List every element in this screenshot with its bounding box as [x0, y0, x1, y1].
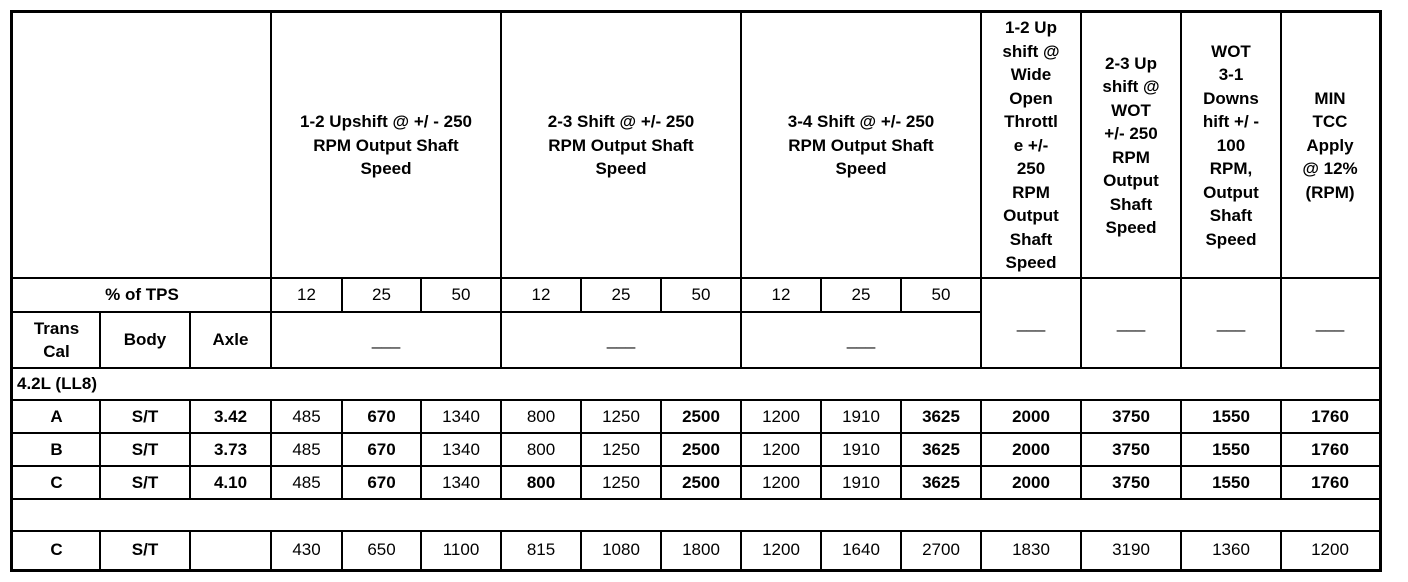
row-value: 1550: [1212, 406, 1250, 426]
row-value: 3190: [1112, 540, 1150, 560]
row-body: S/T: [131, 540, 159, 560]
row-value: 485: [292, 439, 321, 459]
row-value: 800: [526, 472, 556, 492]
tps-value: 25: [372, 285, 391, 305]
row-value: 1760: [1311, 472, 1349, 492]
row-body: S/T: [131, 439, 159, 459]
row-value: 815: [526, 540, 556, 560]
tps-value: 50: [931, 285, 951, 305]
row-value: 1340: [442, 406, 480, 426]
row-value: 1550: [1212, 439, 1250, 459]
tps-value: 12: [771, 285, 791, 305]
row-value: 1340: [442, 472, 480, 492]
row-value: 1250: [602, 472, 640, 492]
row-value: 2500: [682, 472, 720, 492]
row-value: 3625: [922, 439, 960, 459]
row-value: 3750: [1112, 406, 1150, 426]
section-label: 4.2L (LL8): [17, 374, 97, 394]
row-value: 2500: [682, 406, 720, 426]
placeholder-dash: ___: [371, 330, 401, 350]
row-axle: 4.10: [213, 472, 248, 492]
row-value: 1800: [682, 540, 720, 560]
placeholder-dash: ___: [846, 330, 876, 350]
row-trans-cal: B: [50, 439, 63, 459]
row-value: 1550: [1212, 472, 1250, 492]
tps-value: 12: [297, 285, 316, 305]
row-value: 1200: [762, 540, 800, 560]
row-value: 1200: [762, 472, 800, 492]
row-value: 800: [526, 439, 556, 459]
row-trans-cal: A: [50, 406, 63, 426]
row-trans-cal: C: [50, 472, 63, 492]
row-value: 2500: [682, 439, 720, 459]
header-wot-3-1: WOT 3-1 Downs hift +/ - 100 RPM, Output Shaft Speed: [1202, 41, 1260, 249]
header-wot-1-2: 1-2 Up shift @ Wide Open Throttl e +/- 250 RPM Output Shaft Speed: [1002, 18, 1060, 273]
header-shift-3-4: 3-4 Shift @ +/- 250 RPM Output Shaft Speed: [787, 112, 935, 179]
tps-label: % of TPS: [105, 285, 179, 305]
row-value: 2000: [1012, 406, 1050, 426]
tps-value: 25: [611, 285, 631, 305]
row-value: 1250: [602, 406, 640, 426]
header-min-tcc: MIN TCC Apply @ 12% (RPM): [1302, 88, 1358, 202]
row-value: 2000: [1012, 472, 1050, 492]
row-value: 2000: [1012, 439, 1050, 459]
row-value: 1200: [1311, 540, 1349, 560]
row-value: 670: [367, 472, 396, 492]
row-value: 650: [367, 540, 396, 560]
tps-value: 50: [691, 285, 711, 305]
row-value: 485: [292, 472, 321, 492]
row-axle: 3.42: [213, 406, 248, 426]
row-value: 1100: [442, 540, 480, 560]
row-value: 1910: [842, 439, 880, 459]
row-value: 2700: [922, 540, 960, 560]
col-label-axle: Axle: [212, 330, 249, 350]
placeholder-dash: ___: [1016, 313, 1046, 333]
row-value: 1340: [442, 439, 480, 459]
row-value: 3625: [922, 472, 960, 492]
tps-value: 50: [451, 285, 471, 305]
row-axle: 3.73: [213, 439, 248, 459]
row-value: 1250: [602, 439, 640, 459]
row-value: 3750: [1112, 439, 1150, 459]
placeholder-dash: ___: [1116, 313, 1146, 333]
row-value: 800: [526, 406, 556, 426]
row-value: 430: [292, 540, 321, 560]
row-value: 1080: [602, 540, 640, 560]
tps-value: 12: [531, 285, 551, 305]
header-wot-2-3: 2-3 Up shift @ WOT +/- 250 RPM Output Shaft Speed: [1102, 53, 1160, 237]
row-value: 1760: [1311, 439, 1349, 459]
row-value: 670: [367, 406, 396, 426]
row-value: 1910: [842, 406, 880, 426]
col-label-trans-cal: Trans Cal: [33, 318, 80, 361]
row-value: 1910: [842, 472, 880, 492]
row-value: 485: [292, 406, 321, 426]
row-body: S/T: [131, 472, 159, 492]
row-trans-cal: C: [50, 540, 63, 560]
row-axle: [190, 531, 271, 569]
header-shift-1-2: 1-2 Upshift @ +/ - 250 RPM Output Shaft Speed: [300, 112, 472, 179]
header-shift-2-3: 2-3 Shift @ +/- 250 RPM Output Shaft Speed: [547, 112, 695, 179]
placeholder-dash: ___: [1315, 313, 1345, 333]
placeholder-dash: ___: [1216, 313, 1246, 333]
row-value: 3750: [1112, 472, 1150, 492]
row-value: 670: [367, 439, 396, 459]
placeholder-dash: ___: [606, 330, 636, 350]
row-value: 1830: [1012, 540, 1050, 560]
tps-value: 25: [851, 285, 871, 305]
row-value: 1640: [842, 540, 880, 560]
col-label-body: Body: [123, 330, 167, 350]
row-value: 1200: [762, 406, 800, 426]
row-value: 1200: [762, 439, 800, 459]
row-value: 1360: [1212, 540, 1250, 560]
row-value: 3625: [922, 406, 960, 426]
row-value: 1760: [1311, 406, 1349, 426]
row-body: S/T: [131, 406, 159, 426]
